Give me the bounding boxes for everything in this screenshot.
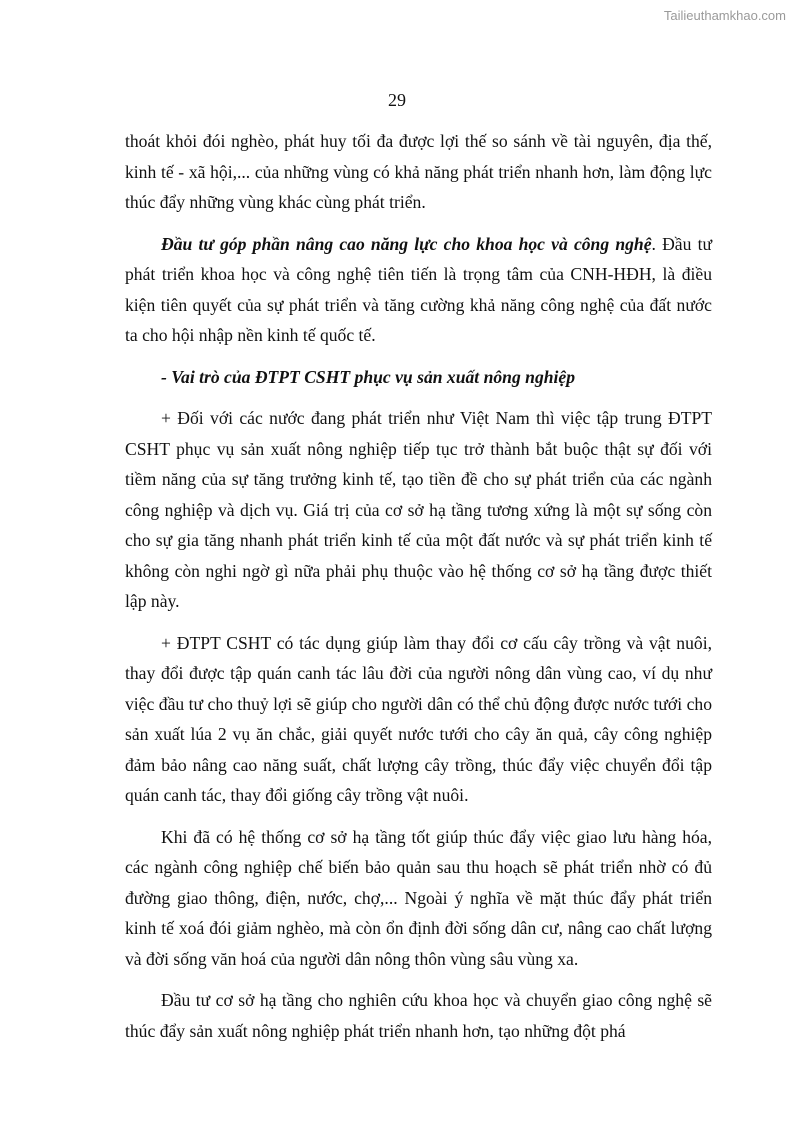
section-heading-agriculture-infrastructure: - Vai trò của ĐTPT CSHT phục vụ sản xuất nông nghiệp bbox=[161, 366, 576, 387]
paragraph-continuation: thoát khỏi đói nghèo, phát huy tối đa được lợi thế so sánh về tài nguyên, địa thế, kinh tế - xã hội,... của những vùng có khả năng phát triển nhanh hơn, làm động lực thúc đẩy những vùng khác cùng phát triển. bbox=[125, 131, 712, 212]
paragraph-crop-structure: + ĐTPT CSHT có tác dụng giúp làm thay đổi cơ cấu cây trồng và vật nuôi, thay đổi được tập quán canh tác lâu đời của người nông dân vùng cao, ví dụ như việc đầu tư cho thuỷ lợi sẽ giúp cho người dân có thể chủ động được nước tưới cho sản xuất lúa 2 vụ ăn chắc, giải quyết nước tưới cho cây ăn quả, cây công nghiệp đảm bảo nâng cao năng suất, chất lượng cây trồng, thúc đẩy việc chuyển đổi tập quán canh tác, thay đổi giống cây trồng vật nuôi. bbox=[125, 632, 712, 805]
paragraph-developing-countries: + Đối với các nước đang phát triển như Việt Nam thì việc tập trung ĐTPT CSHT phục vụ sản xuất nông nghiệp tiếp tục trở thành bắt buộc thật sự đối với tiềm năng của sự tăng trưởng kinh tế, tạo tiền đề cho sự phát triển của các ngành công nghiệp và dịch vụ. Giá trị của cơ sở hạ tầng tương xứng là một sự sống còn cho sự gia tăng nhanh phát triển kinh tế của một đất nước và sự phát triển kinh tế không còn nghi ngờ gì nữa phải phụ thuộc vào hệ thống cơ sở hạ tầng được thiết lập này. bbox=[125, 408, 712, 611]
page-number: 29 bbox=[388, 90, 406, 110]
paragraph-goods-exchange: Khi đã có hệ thống cơ sở hạ tầng tốt giúp thúc đẩy việc giao lưu hàng hóa, các ngành công nghiệp chế biến bảo quản sau thu hoạch sẽ phát triển nhờ có đủ đường giao thông, điện, nước, chợ,... Ngoài ý nghĩa về mặt thúc đẩy phát triển kinh tế xoá đói giảm nghèo, mà còn ổn định đời sống dân cư, nâng cao chất lượng và đời sống văn hoá của người dân nông thôn vùng sâu vùng xa. bbox=[125, 826, 712, 969]
paragraph-science-technology bbox=[125, 229, 712, 351]
paragraph-body-science-technology: . Đầu tư phát triển khoa học và công nghệ tiên tiến là trọng tâm của CNH-HĐH, là điều kiện tiên quyết của sự phát triển và tăng cường khả năng công nghệ của đất nước ta cho hội nhập nền kinh tế quốc tế. bbox=[125, 233, 712, 345]
paragraph-research-transfer: Đầu tư cơ sở hạ tầng cho nghiên cứu khoa học và chuyển giao công nghệ sẽ thúc đẩy sản xuất nông nghiệp phát triển nhanh hơn, tạo những đột phá bbox=[125, 990, 712, 1041]
watermark-text: Tailieuthamkhao.com bbox=[663, 8, 786, 23]
paragraph-heading-science-technology: Đầu tư góp phần nâng cao năng lực cho khoa học và công nghệ bbox=[161, 233, 652, 254]
document-body bbox=[125, 126, 712, 1057]
